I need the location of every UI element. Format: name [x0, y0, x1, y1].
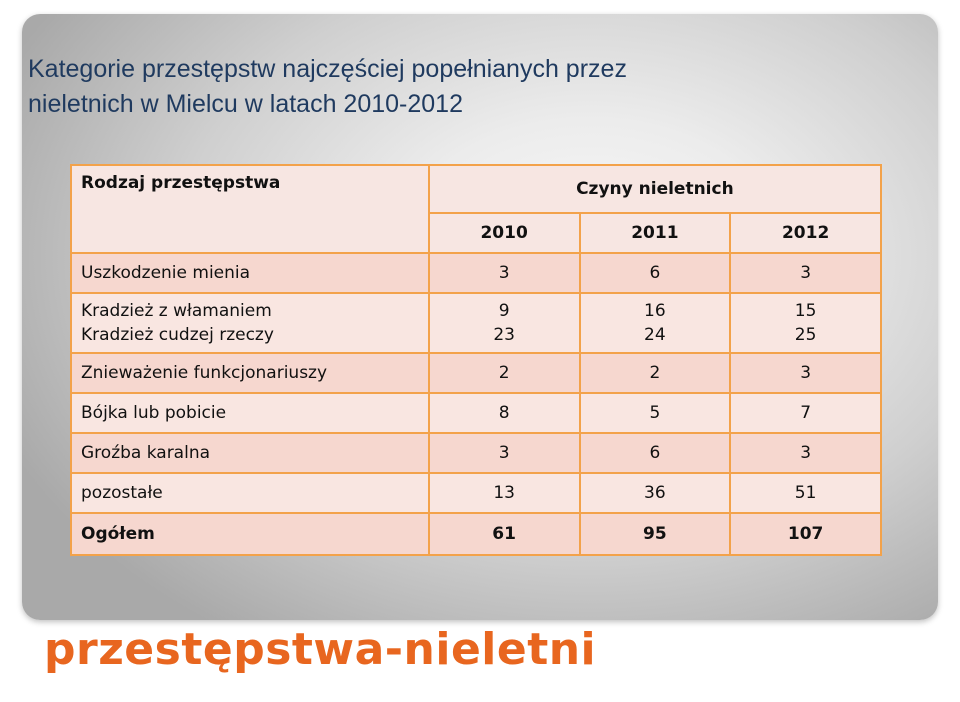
cell-2012: 3	[730, 253, 881, 293]
cell-2012: 3	[730, 433, 881, 473]
table-year-row	[71, 213, 881, 253]
total-2010: 61	[429, 513, 580, 555]
row-category: pozostałe	[71, 473, 429, 513]
header-group: Czyny nieletnich	[429, 165, 881, 213]
table-row	[71, 253, 881, 293]
slide-title-line1: Kategorie przestępstw najczęściej popełnianych przez	[28, 55, 627, 83]
table-row	[71, 353, 881, 393]
header-year-2012: 2012	[730, 213, 881, 253]
table-row	[71, 433, 881, 473]
total-2012: 107	[730, 513, 881, 555]
row-category	[71, 293, 429, 353]
cell-2011: 36	[580, 473, 731, 513]
cell-2010: 13	[429, 473, 580, 513]
row-category-line1: Kradzież z włamaniem	[81, 301, 272, 321]
slide-title-line2: nieletnich w Mielcu w latach 2010-2012	[28, 90, 463, 118]
header-year-2011: 2011	[580, 213, 731, 253]
cell-2012: 51	[730, 473, 881, 513]
cell-value-line2: 23	[493, 325, 515, 345]
table-row	[71, 293, 881, 353]
slide-title	[28, 52, 828, 122]
total-2011: 95	[580, 513, 731, 555]
header-year-2010: 2010	[429, 213, 580, 253]
footer-title: przestępstwa-nieletni	[44, 624, 597, 675]
row-category-line2: Kradzież cudzej rzeczy	[81, 325, 274, 345]
cell-2012	[730, 293, 881, 353]
cell-2012: 7	[730, 393, 881, 433]
cell-2012: 3	[730, 353, 881, 393]
cell-value-line1: 9	[498, 301, 510, 321]
table-total-row	[71, 513, 881, 555]
cell-2010: 3	[429, 253, 580, 293]
cell-2011: 6	[580, 253, 731, 293]
header-category-continued	[71, 213, 429, 253]
table-row	[71, 473, 881, 513]
row-category: Groźba karalna	[71, 433, 429, 473]
row-category: Uszkodzenie mienia	[71, 253, 429, 293]
header-category: Rodzaj przestępstwa	[71, 165, 429, 213]
cell-2010: 8	[429, 393, 580, 433]
row-category: Bójka lub pobicie	[71, 393, 429, 433]
cell-value-line1: 16	[644, 301, 666, 321]
cell-2011: 5	[580, 393, 731, 433]
cell-value-line1: 15	[794, 301, 817, 321]
cell-2010: 2	[429, 353, 580, 393]
table-header-row	[71, 165, 881, 213]
cell-2011: 2	[580, 353, 731, 393]
row-category: Znieważenie funkcjonariuszy	[71, 353, 429, 393]
cell-2011	[580, 293, 731, 353]
crimes-table	[70, 164, 882, 556]
cell-value-line2: 25	[794, 325, 817, 345]
cell-2011: 6	[580, 433, 731, 473]
table-row	[71, 393, 881, 433]
row-category-total: Ogółem	[71, 513, 429, 555]
cell-value-line2: 24	[644, 325, 666, 345]
cell-2010: 3	[429, 433, 580, 473]
cell-2010	[429, 293, 580, 353]
